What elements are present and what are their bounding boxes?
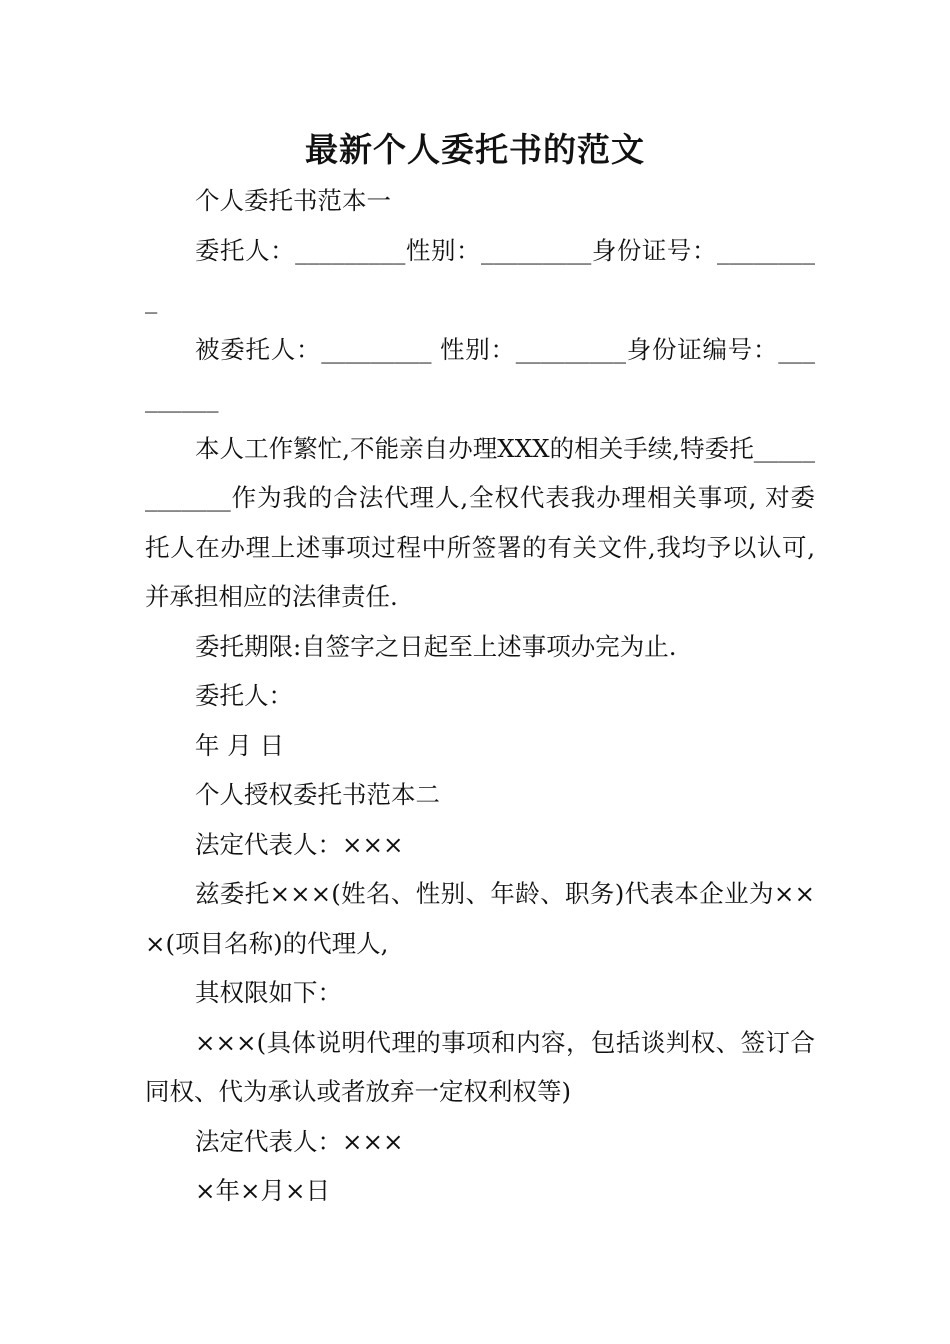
entrust-paragraph: 兹委托×××(姓名、性别、年龄、职务)代表本企业为×××(项目名称)的代理人, <box>145 879 815 958</box>
principal-info-line: 委托人：_________性别：_________身份证号：_________ <box>145 235 815 314</box>
signature-date-line: ×年×月×日 <box>195 1176 331 1205</box>
agent-info-line: 被委托人：_________ 性别：_________身份证编号：_________ <box>145 334 815 413</box>
authority-detail-paragraph: ×××(具体说明代理的事项和内容，包括谈判权、签订合同权、代为承认或者放弃一定权利权等) <box>145 1027 815 1106</box>
principal-signature-line: 委托人： <box>195 681 293 710</box>
term-paragraph: 委托期限:自签字之日起至上述事项办完为止. <box>195 631 677 661</box>
section-heading-1: 个人委托书范本一 <box>195 186 391 215</box>
section-heading-2: 个人授权委托书范本二 <box>195 780 440 809</box>
authority-heading: 其权限如下： <box>195 978 342 1007</box>
document-body <box>145 176 815 1216</box>
authorization-paragraph: 本人工作繁忙,不能亲自办理XXX的相关手续,特委托____________作为我的合法代理人,全权代表我办理相关事项, 对委托人在办理上述事项过程中所签署的有关文件,我均予以认可,并承担相应的法律责任. <box>145 433 815 611</box>
legal-representative-signature-line: 法定代表人：××× <box>195 1126 404 1156</box>
legal-representative-line: 法定代表人：××× <box>195 829 404 859</box>
date-line: 年 月 日 <box>195 730 285 760</box>
document-title: 最新个人委托书的范文 <box>305 130 645 169</box>
